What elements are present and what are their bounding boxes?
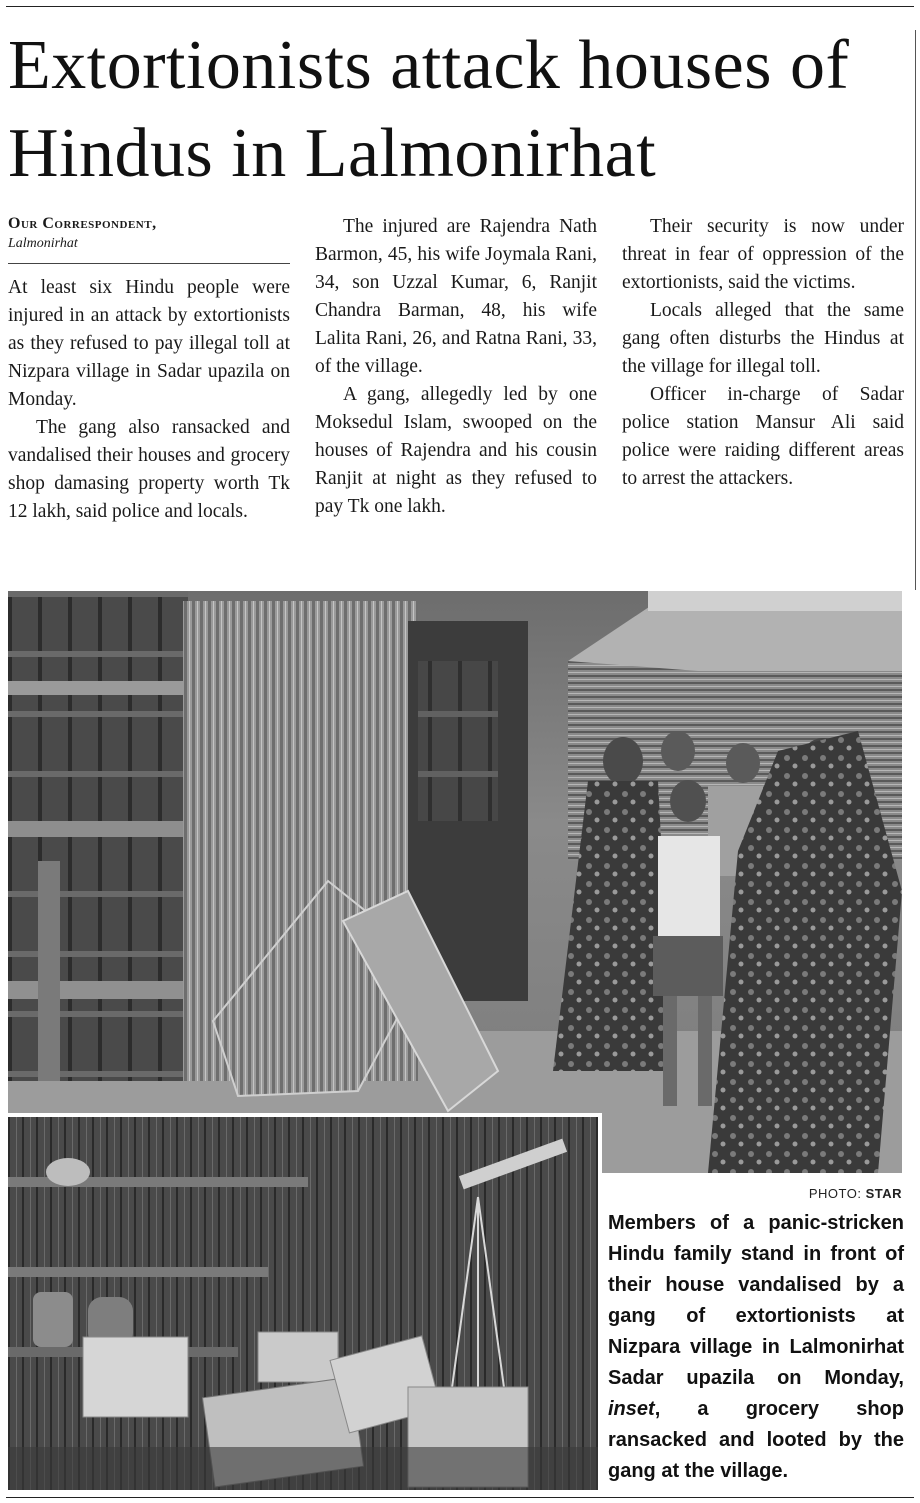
article-column-1: [8, 213, 290, 526]
headline: Extortionists attack houses of Hindus in Lalmonirhat: [8, 27, 850, 192]
caption-inset-word: inset: [608, 1398, 655, 1420]
photo-credit-source: STAR: [865, 1186, 902, 1201]
caption-text: , a grocery shop ransacked and looted by the gang at the village.: [608, 1398, 904, 1482]
photo-credit-label: PHOTO:: [808, 1186, 866, 1201]
paragraph: Locals alleged that the same gang often disturbs the Hindus at the village for illegal toll.: [622, 300, 904, 377]
right-rule: [915, 30, 916, 590]
paragraph: A gang, allegedly led by one Moksedul Islam, swooped on the houses of Rajendra and his cousin Ranjit at night as they refused to pay Tk one lakh.: [315, 384, 597, 517]
dateline: Lalmonirhat: [8, 235, 290, 264]
main-photo-image: [8, 591, 902, 1173]
bottom-rule: [6, 1497, 914, 1498]
paragraph: Officer in-charge of Sadar police station Mansur Ali said police were raiding different areas to arrest the attackers.: [622, 384, 904, 489]
top-rule: [6, 6, 914, 7]
main-photo: [8, 591, 902, 1173]
byline: Our Correspondent,: [8, 215, 157, 232]
paragraph: The gang also ransacked and vandalised their houses and grocery shop damasing property worth Tk 12 lakh, said police and locals.: [8, 417, 290, 522]
photo-credit: [610, 1186, 902, 1201]
caption-text: Members of a panic-stricken Hindu family stand in front of their house vandalised by a gang of extortionists at Nizpara village in Lalmonirhat Sadar upazila on Monday,: [608, 1212, 904, 1389]
article-column-3: [622, 213, 904, 493]
photo-caption: [608, 1208, 904, 1487]
paragraph: Their security is now under threat in fear of oppression of the extortionists, said the victims.: [622, 216, 904, 293]
inset-photo-image: [8, 1117, 598, 1490]
paragraph: At least six Hindu people were injured in an attack by extortionists as they refused to pay illegal toll at Nizpara village in Sadar upazila on Monday.: [8, 277, 290, 410]
inset-photo: [8, 1113, 602, 1490]
article-column-2: [315, 213, 597, 521]
paragraph: The injured are Rajendra Nath Barmon, 45, his wife Joymala Rani, 34, son Uzzal Kumar, 6, Ranjit Chandra Barman, 48, his wife Lalita Rani, 26, and Ratna Rani, 33, of the village.: [315, 216, 597, 377]
